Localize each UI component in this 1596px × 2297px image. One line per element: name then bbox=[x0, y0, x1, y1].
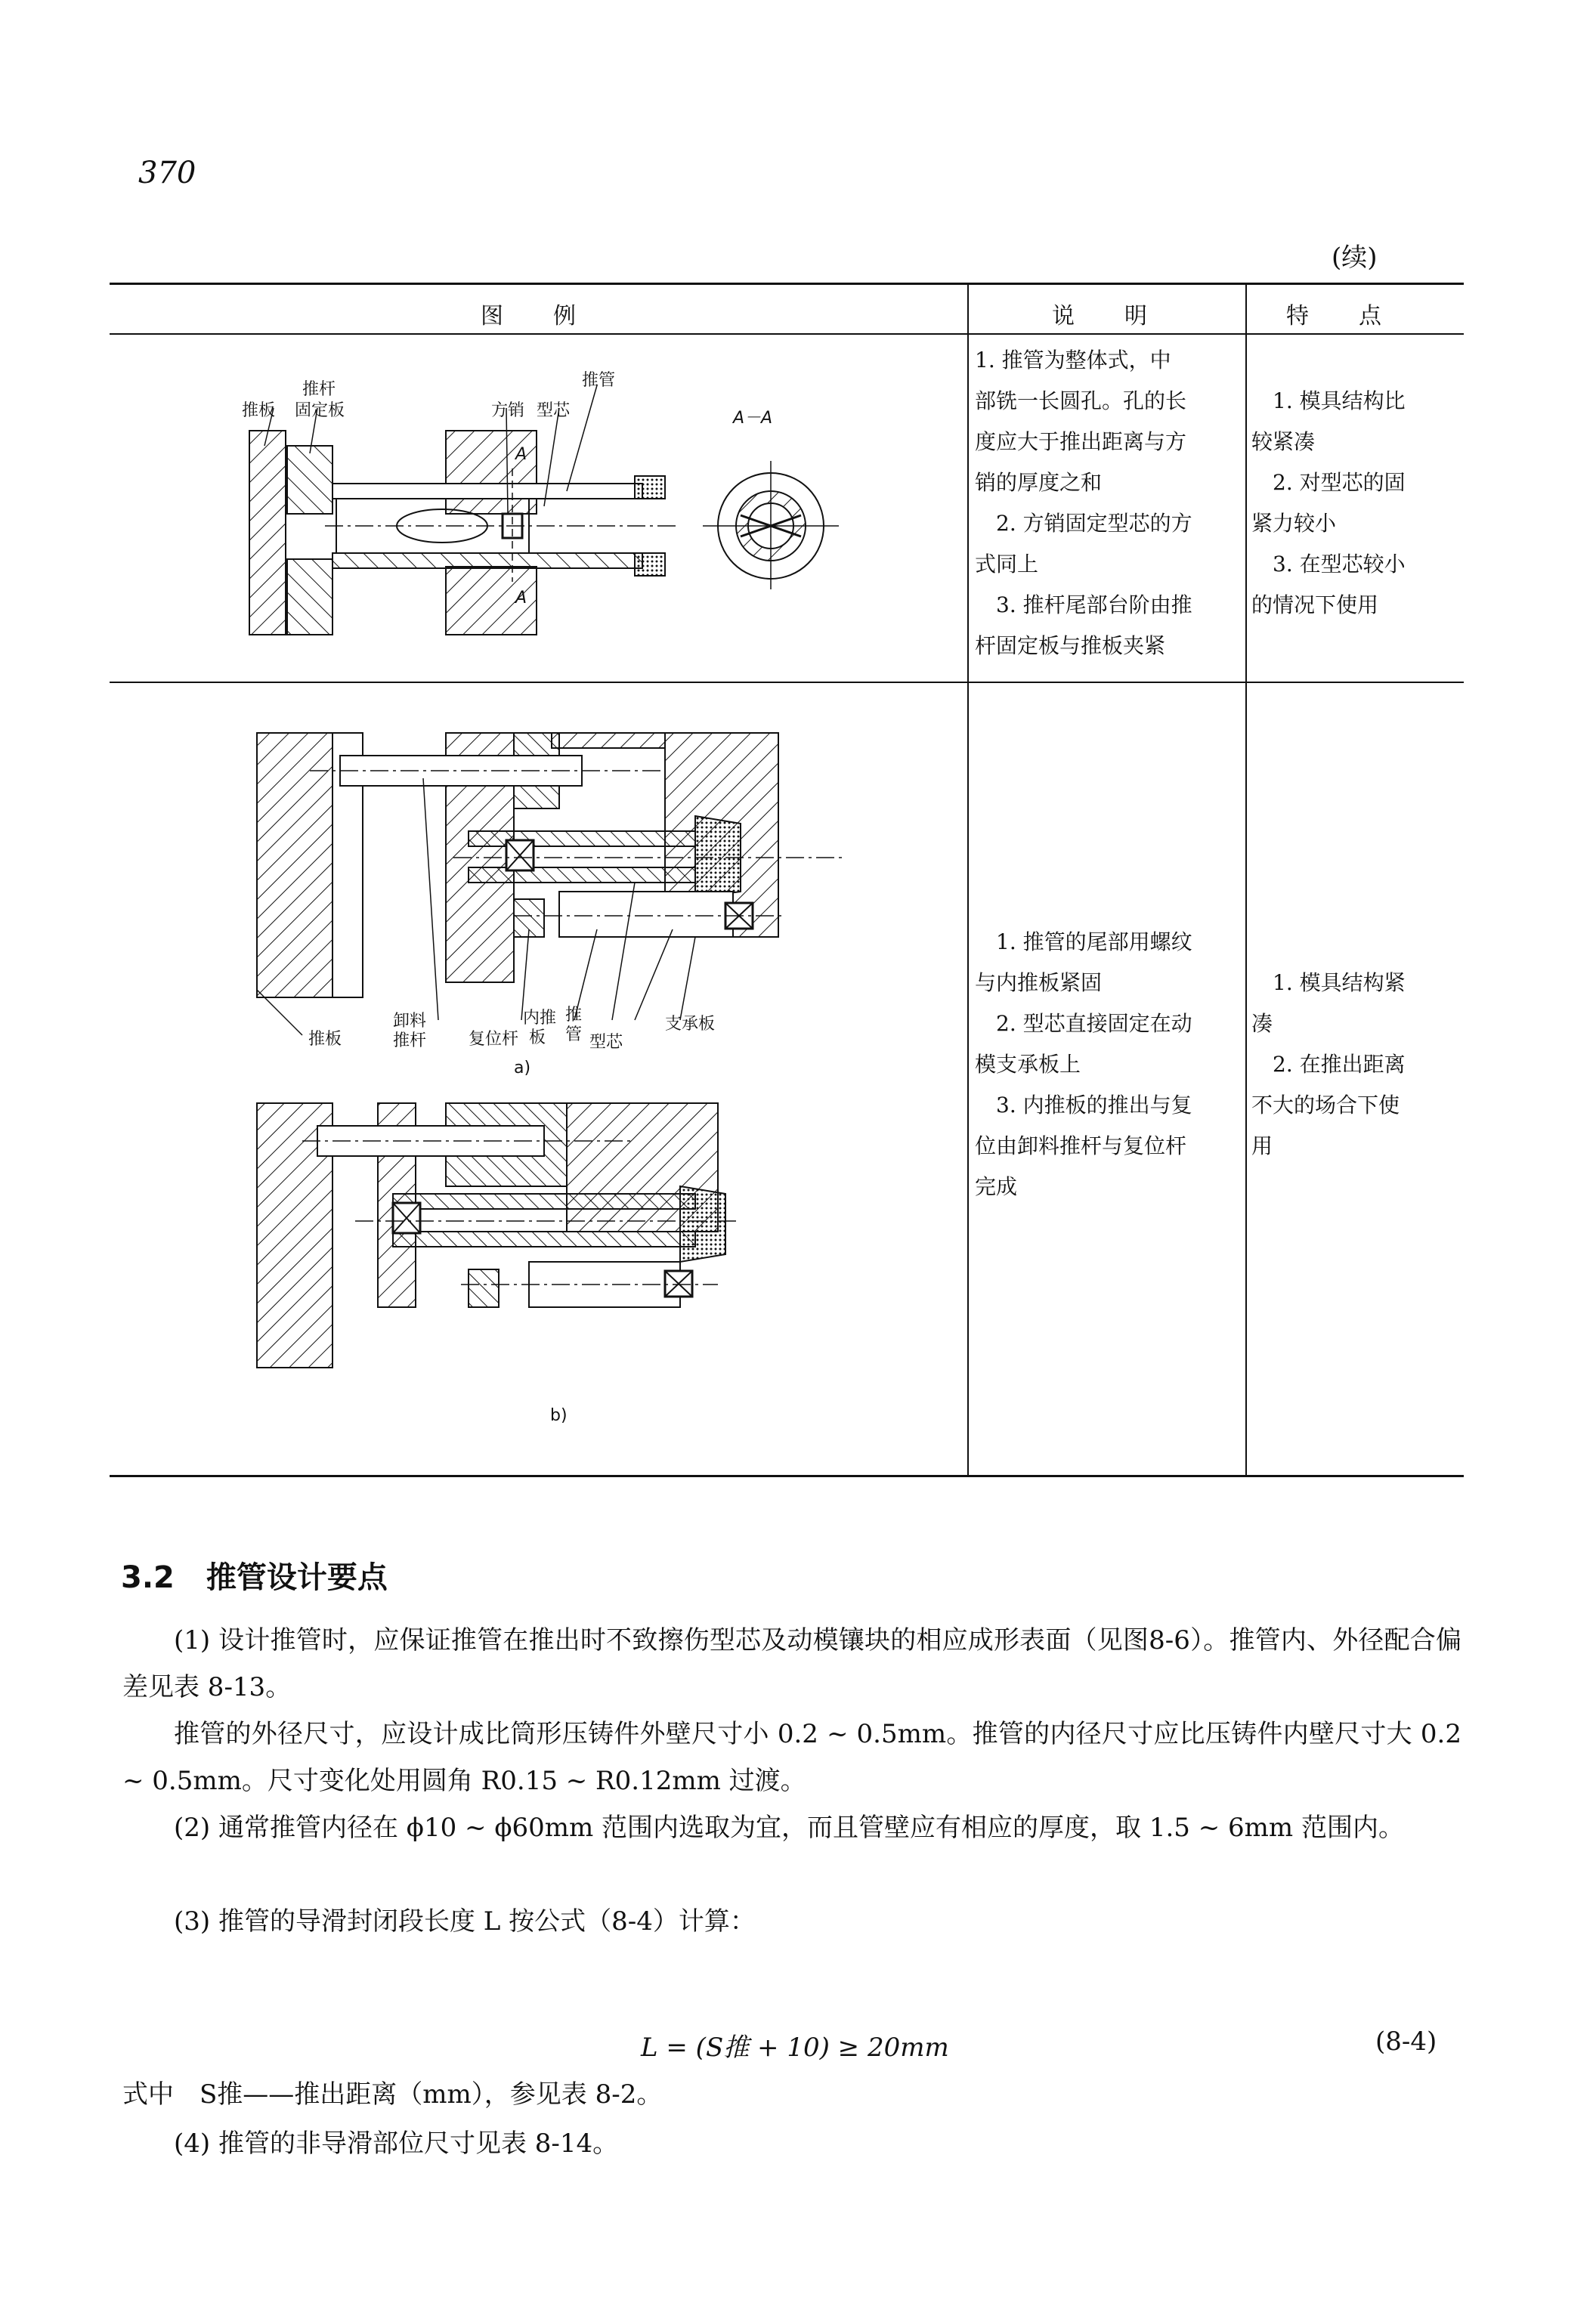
pin-fix-plate-shape bbox=[287, 446, 332, 514]
label-a-push-plate: 推板 bbox=[308, 1030, 342, 1049]
label-section-top: A bbox=[515, 445, 527, 464]
section-number: 3.2 bbox=[121, 1560, 175, 1595]
formula: L = (S推 + 10) ≥ 20mm bbox=[641, 2033, 949, 2063]
label-a-core: 型芯 bbox=[589, 1033, 623, 1052]
row1-exp-line: 销的厚度之和 bbox=[975, 470, 1103, 495]
section-heading bbox=[121, 1553, 388, 1597]
row1-exp-line: 3. 推杆尾部台阶由推 bbox=[975, 592, 1192, 617]
table-bottom-rule bbox=[110, 1475, 1464, 1477]
row1-exp-line: 2. 方销固定型芯的方 bbox=[975, 511, 1192, 536]
label-a-return-pin: 复位杆 bbox=[469, 1030, 519, 1049]
row2-feat-line: 1. 模具结构紧 bbox=[1251, 970, 1406, 995]
formula-number: (8-4) bbox=[1375, 2026, 1437, 2057]
figure-a bbox=[257, 733, 846, 1035]
row2-feat-line: 不大的场合下使 bbox=[1251, 1093, 1400, 1118]
label-a-support-plate: 支承板 bbox=[665, 1015, 716, 1034]
paragraph-3: (2) 通常推管内径在 ϕ10 ~ ϕ60mm 范围内选取为宜，而且管壁应有相应的厚度，取 1.5 ~ 6mm 范围内。 bbox=[174, 1813, 1404, 1843]
paragraph-2: 推管的外径尺寸，应设计成比筒形压铸件外壁尺寸小 0.2 ~ 0.5mm。推管的内径尺寸应比压铸件内壁尺寸大 0.2 ~ 0.5mm。尺寸变化处用圆角 R0.15 ~ R0.12mm 过渡。 bbox=[122, 1719, 1461, 1796]
row1-exp-line: 度应大于推出距离与方 bbox=[975, 429, 1187, 454]
label-sub-a: a) bbox=[514, 1059, 531, 1077]
label-a-tube-2: 管 bbox=[565, 1025, 583, 1044]
row2-feat-line: 2. 在推出距离 bbox=[1251, 1052, 1406, 1077]
label-section-bottom: A bbox=[515, 589, 527, 607]
row2-exp-line: 2. 型芯直接固定在动 bbox=[975, 1011, 1192, 1036]
label-core: 型芯 bbox=[537, 401, 571, 420]
label-a-unload-pin-1: 卸料 bbox=[393, 1012, 427, 1031]
push-plate-shape bbox=[249, 431, 286, 635]
label-a-unload-pin-2: 推杆 bbox=[393, 1031, 427, 1050]
page-number: 370 bbox=[138, 156, 196, 190]
row2-explanation bbox=[975, 922, 1241, 1207]
row1-feat-line: 3. 在型芯较小 bbox=[1251, 552, 1406, 577]
row1-exp-line: 杆固定板与推板夹紧 bbox=[975, 633, 1166, 658]
row2-exp-line: 1. 推管的尾部用螺纹 bbox=[975, 929, 1192, 954]
row1-features bbox=[1251, 381, 1463, 626]
continued-mark: (续) bbox=[1332, 243, 1378, 273]
header-features: 特 点 bbox=[1286, 303, 1383, 329]
row2-exp-line: 完成 bbox=[975, 1174, 1018, 1199]
label-a-tube-1: 推 bbox=[565, 1006, 583, 1025]
table-top-rule bbox=[110, 283, 1464, 285]
paragraph-5: (4) 推管的非导滑部位尺寸见表 8-14。 bbox=[174, 2129, 619, 2159]
column-divider-1 bbox=[967, 283, 969, 1476]
label-push-tube: 推管 bbox=[582, 371, 616, 390]
row2-exp-line: 位由卸料推杆与复位杆 bbox=[975, 1133, 1187, 1158]
header-rule bbox=[110, 333, 1464, 335]
label-square-pin: 方销 bbox=[491, 401, 525, 420]
label-sub-b: b) bbox=[550, 1406, 568, 1425]
header-explanation: 说 明 bbox=[1052, 303, 1149, 329]
label-push-plate: 推板 bbox=[242, 401, 276, 420]
formula-where: 式中 S推——推出距离（mm），参见表 8-2。 bbox=[122, 2079, 663, 2110]
row2-exp-line: 与内推板紧固 bbox=[975, 970, 1103, 995]
label-a-inner-plate-2: 板 bbox=[529, 1028, 546, 1047]
row2-feat-line: 用 bbox=[1251, 1133, 1273, 1158]
row-divider bbox=[110, 682, 1464, 683]
paragraph-1: (1) 设计推管时，应保证推管在推出时不致擦伤型芯及动模镶块的相应成形表面（见图8-6）。推管内、外径配合偏差见表 8-13。 bbox=[122, 1625, 1461, 1702]
label-a-inner-plate-1: 内推 bbox=[523, 1009, 557, 1028]
row1-exp-line: 部铣一长圆孔。孔的长 bbox=[975, 388, 1187, 413]
row1-feat-line: 1. 模具结构比 bbox=[1251, 388, 1406, 413]
row1-exp-line: 式同上 bbox=[975, 552, 1039, 577]
row1-feat-line: 2. 对型芯的固 bbox=[1251, 470, 1406, 495]
section-title-text: 推管设计要点 bbox=[206, 1560, 388, 1595]
push-tube-shape bbox=[332, 484, 642, 499]
row1-feat-line: 紧力较小 bbox=[1251, 511, 1337, 536]
row2-feat-line: 凑 bbox=[1251, 1011, 1273, 1036]
header-figure: 图 例 bbox=[481, 303, 577, 329]
row1-exp-line: 1. 推管为整体式，中 bbox=[975, 348, 1171, 373]
label-pin-fix-plate-1: 推杆 bbox=[302, 380, 336, 399]
row2-exp-line: 3. 内推板的推出与复 bbox=[975, 1093, 1192, 1118]
row1-feat-line: 的情况下使用 bbox=[1251, 592, 1379, 617]
label-section-title: A－A bbox=[733, 409, 773, 428]
label-pin-fix-plate-2: 固定板 bbox=[295, 401, 345, 420]
figure-integral-push-tube bbox=[242, 355, 861, 642]
column-divider-2 bbox=[1245, 283, 1247, 1476]
paragraph-4: (3) 推管的导滑封闭段长度 L 按公式（8-4）计算： bbox=[174, 1906, 756, 1937]
row1-feat-line: 较紧凑 bbox=[1251, 429, 1316, 454]
row2-features bbox=[1251, 963, 1463, 1167]
row1-explanation bbox=[975, 340, 1241, 666]
figure-b bbox=[257, 1103, 741, 1368]
figure-threaded-push-tube bbox=[242, 703, 892, 1451]
row2-exp-line: 模支承板上 bbox=[975, 1052, 1081, 1077]
